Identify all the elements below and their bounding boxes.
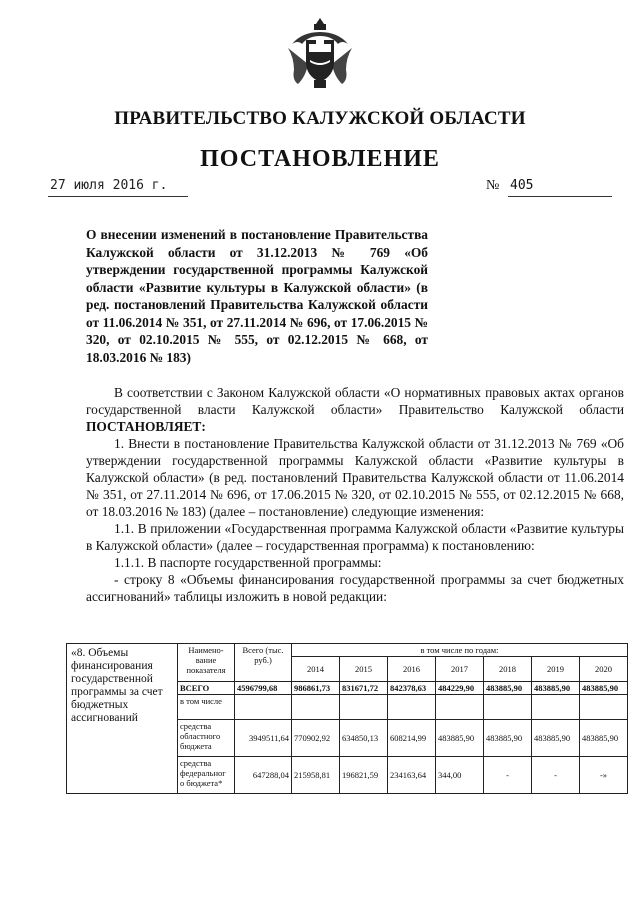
year-cell: 2015 <box>340 657 388 682</box>
value-cell: -» <box>580 757 628 794</box>
body-paragraph: 1. Внести в постановление Правительства Калужской области от 31.12.2013 № 769 «Об утверждении государственной программы Калужской области «Развитие культуры в Калужской области» (в ред. постановлений Правительства Калужской области от 11.06.2014 № 351, от 27.11.2014 № 696, от 17.06.2015 № 320, от 02.10.2015 № 555, от 02.12.2015 № 668, от 18.03.2016 № 183) (далее – постановление) следующие изменения: <box>86 436 624 519</box>
total-cell: 647288,04 <box>235 757 292 794</box>
year-cell: 2020 <box>580 657 628 682</box>
value-cell: 483885,90 <box>580 682 628 695</box>
body-paragraph: В соответствии с Законом Калужской области «О нормативных правовых актах органов государственной власти Калужской области» Правительство Калужской области ПОСТАНОВЛЯЕТ: <box>86 385 624 434</box>
indicator-cell: ВСЕГО <box>178 682 235 695</box>
indicator-header: Наимено-вание показателя <box>178 644 235 682</box>
value-cell: 483885,90 <box>580 720 628 757</box>
document-type: ПОСТАНОВЛЕНИЕ <box>200 146 440 172</box>
year-cell: 2017 <box>436 657 484 682</box>
value-cell: 215958,81 <box>292 757 340 794</box>
value-cell <box>580 695 628 720</box>
indicator-cell: средства федеральног о бюджета* <box>178 757 235 794</box>
value-cell <box>436 695 484 720</box>
body-paragraph: 1.1. В приложении «Государственная программа Калужской области «Развитие культуры в Калужской области» (далее – государственная программа) к постановлению: <box>86 521 624 553</box>
value-cell <box>532 695 580 720</box>
value-cell <box>388 695 436 720</box>
value-cell: 831671,72 <box>340 682 388 695</box>
body-paragraph: 1.1.1. В паспорте государственной программы: <box>114 555 382 570</box>
document-subject: О внесении изменений в постановление Правительства Калужской области от 31.12.2013 № 769 «Об утверждении государственной программы Калужской области «Развитие культуры в Калужской области» (в ред. постановлений Правительства Калужской области от 11.06.2014 № 351, от 27.11.2014 № 696, от 17.06.2015 № 320, от 02.10.2015 № 555, от 02.12.2015 № 668, от 18.03.2016 № 183) <box>86 227 428 365</box>
value-cell: 234163,64 <box>388 757 436 794</box>
year-cell: 2018 <box>484 657 532 682</box>
value-cell: 483885,90 <box>484 720 532 757</box>
value-cell: 770902,92 <box>292 720 340 757</box>
value-cell: 483885,90 <box>436 720 484 757</box>
number-underline <box>508 196 612 197</box>
year-cell: 2016 <box>388 657 436 682</box>
body-paragraph: - строку 8 «Объемы финансирования государственной программы за счет бюджетных ассигнований» таблицы изложить в новой редакции: <box>86 572 624 604</box>
document-body <box>86 384 624 605</box>
government-title: ПРАВИТЕЛЬСТВО КАЛУЖСКОЙ ОБЛАСТИ <box>114 108 526 129</box>
total-cell <box>235 695 292 720</box>
value-cell <box>292 695 340 720</box>
value-cell <box>484 695 532 720</box>
value-cell: 483885,90 <box>532 682 580 695</box>
total-cell: 4596799,68 <box>235 682 292 695</box>
row-label-cell: «8. Объемы финансирования государственной программы за счет бюджетных ассигнований <box>67 644 178 794</box>
value-cell: 196821,59 <box>340 757 388 794</box>
value-cell: 484229,90 <box>436 682 484 695</box>
value-cell: - <box>484 757 532 794</box>
year-cell: 2019 <box>532 657 580 682</box>
value-cell: 634850,13 <box>340 720 388 757</box>
funding-table <box>66 643 628 794</box>
date-underline <box>48 196 188 197</box>
value-cell: 986861,73 <box>292 682 340 695</box>
year-cell: 2014 <box>292 657 340 682</box>
value-cell: 483885,90 <box>484 682 532 695</box>
document-number: 405 <box>510 178 534 193</box>
indicator-cell: в том числе <box>178 695 235 720</box>
value-cell: 608214,99 <box>388 720 436 757</box>
years-header: в том числе по годам: <box>292 644 628 657</box>
indicator-cell: средства областного бюджета <box>178 720 235 757</box>
value-cell: 483885,90 <box>532 720 580 757</box>
value-cell: 344,00 <box>436 757 484 794</box>
value-cell <box>340 695 388 720</box>
total-cell: 3949511,64 <box>235 720 292 757</box>
kaluga-coat-of-arms-icon <box>284 14 356 94</box>
value-cell: - <box>532 757 580 794</box>
number-prefix: № <box>486 178 500 193</box>
total-header: Всего (тыс. руб.) <box>235 644 292 682</box>
value-cell: 842378,63 <box>388 682 436 695</box>
document-date: 27 июля 2016 г. <box>50 178 168 193</box>
